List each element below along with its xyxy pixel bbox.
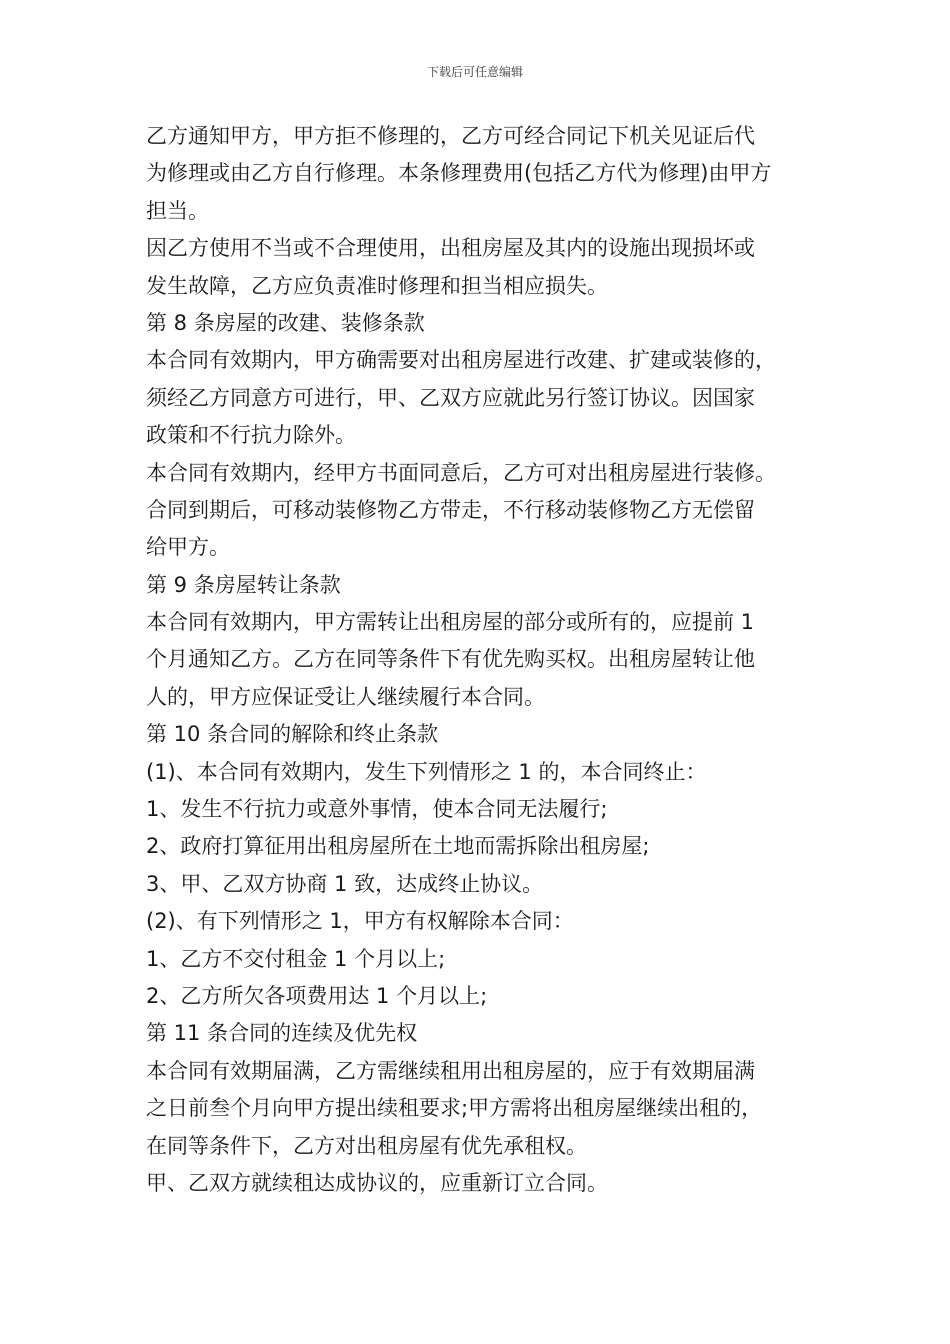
document-body [146, 118, 810, 1202]
body-line: 须经乙方同意方可进行，甲、乙双方应就此另行签订协议。因国家 [146, 385, 755, 410]
list-item: 2、政府打算征用出租房屋所在土地而需拆除出租房屋; [146, 834, 650, 859]
section-heading: 第 8 条房屋的改建、装修条款 [146, 310, 425, 335]
body-line: 乙方通知甲方，甲方拒不修理的，乙方可经合同记下机关见证后代 [146, 124, 755, 148]
body-line: 之日前叁个月向甲方提出续租要求;甲方需将出租房屋继续出租的， [146, 1096, 763, 1121]
list-item: 1、乙方不交付租金 1 个月以上; [146, 946, 446, 971]
body-line: 为修理或由乙方自行修理。本条修理费用(包括乙方代为修理)由甲方 [146, 161, 772, 186]
body-line: 人的，甲方应保证受让人继续履行本合同。 [146, 684, 545, 709]
body-line: 个月通知乙方。乙方在同等条件下有优先购买权。出租房屋转让他 [146, 647, 755, 672]
page-header: 下载后可任意编辑 [426, 65, 523, 79]
body-line: 发生故障，乙方应负责准时修理和担当相应损失。 [146, 273, 608, 298]
body-line: 甲、乙双方就续租达成协议的，应重新订立合同。 [146, 1170, 608, 1195]
section-heading: 第 11 条合同的连续及优先权 [146, 1021, 418, 1046]
body-line: 给甲方。 [146, 535, 230, 560]
body-line: 本合同有效期内，甲方需转让出租房屋的部分或所有的，应提前 1 [146, 610, 755, 635]
body-line: 本合同有效期内，甲方确需要对出租房屋进行改建、扩建或装修的， [146, 348, 776, 373]
body-line: 本合同有效期届满，乙方需继续租用出租房屋的，应于有效期届满 [146, 1058, 755, 1083]
body-line: 本合同有效期内，经甲方书面同意后，乙方可对出租房屋进行装修。 [146, 460, 776, 485]
section-heading: 第 10 条合同的解除和终止条款 [146, 722, 439, 747]
list-item: 1、发生不行抗力或意外事情，使本合同无法履行; [146, 797, 608, 822]
body-line: 政策和不行抗力除外。 [146, 423, 356, 448]
section-heading: 第 9 条房屋转让条款 [146, 572, 341, 597]
list-item: (2)、有下列情形之 1，甲方有权解除本合同： [146, 909, 574, 934]
list-item: (1)、本合同有效期内，发生下列情形之 1 的，本合同终止： [146, 759, 707, 784]
body-line: 在同等条件下，乙方对出租房屋有优先承租权。 [146, 1133, 587, 1158]
body-line: 因乙方使用不当或不合理使用，出租房屋及其内的设施出现损坏或 [146, 236, 755, 261]
body-line: 合同到期后，可移动装修物乙方带走，不行移动装修物乙方无偿留 [146, 497, 755, 522]
list-item: 3、甲、乙双方协商 1 致，达成终止协议。 [146, 871, 544, 896]
list-item: 2、乙方所欠各项费用达 1 个月以上; [146, 983, 488, 1008]
body-line: 担当。 [146, 198, 209, 223]
